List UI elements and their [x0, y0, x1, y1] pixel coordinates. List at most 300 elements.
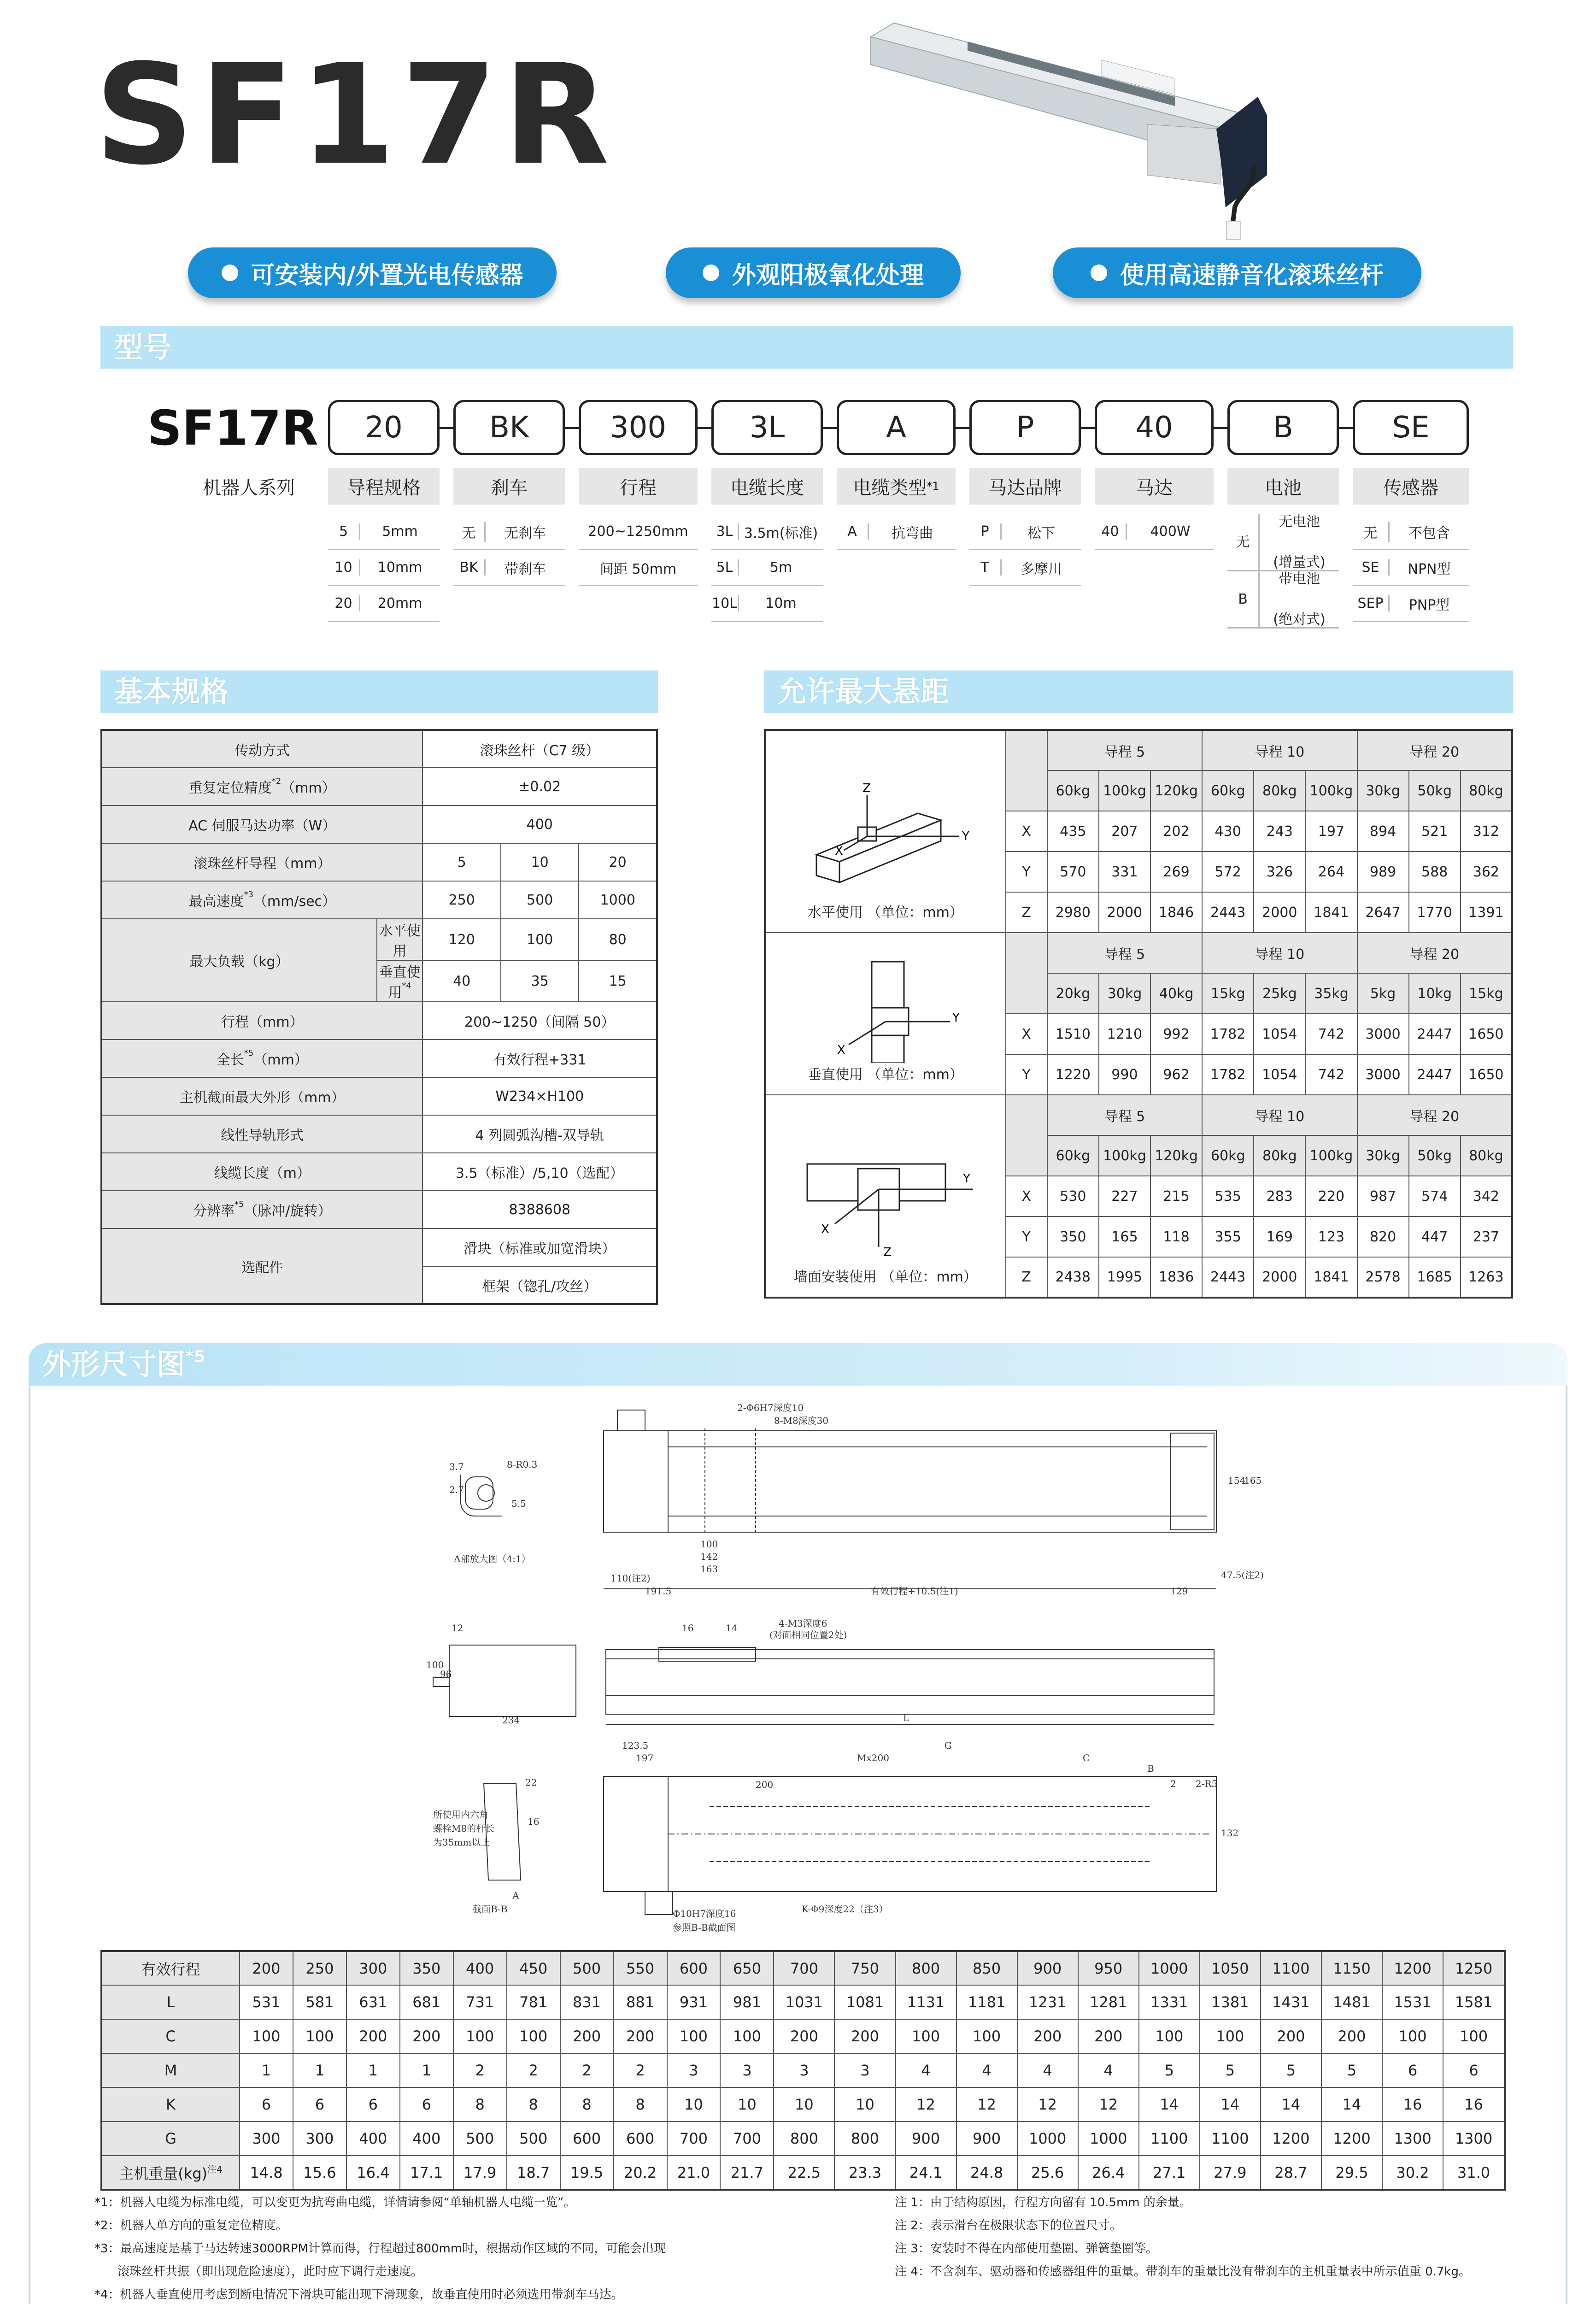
row-label: 选配件	[101, 1228, 422, 1304]
cell: 14	[1321, 2087, 1382, 2122]
cell: 22.5	[774, 2156, 834, 2190]
opt-desc: 无电池	[1279, 513, 1320, 530]
cell: 283	[1254, 1176, 1305, 1217]
code-dash	[565, 427, 579, 429]
cell: 535	[1202, 1176, 1254, 1217]
cell: 100	[507, 2019, 560, 2053]
cell: 900	[956, 2122, 1017, 2156]
cell: 1231	[1017, 1985, 1078, 2019]
cell: 31.0	[1443, 2156, 1505, 2190]
dim-label: 154	[1228, 1475, 1246, 1486]
cell: 3000	[1357, 1014, 1409, 1054]
load-header: 60kg	[1047, 1135, 1099, 1176]
cell: 12	[896, 2087, 956, 2122]
load-header: 35kg	[1305, 973, 1357, 1014]
cell: 1846	[1150, 892, 1202, 933]
table-row	[101, 919, 657, 960]
row-label: 最大负载（kg）	[101, 919, 377, 1002]
cell: 29.5	[1321, 2156, 1382, 2190]
code-lead: 20	[328, 400, 440, 455]
load-header: 80kg	[1461, 770, 1512, 811]
cell: 1650	[1461, 1054, 1512, 1095]
code-dash	[440, 427, 453, 429]
dim-label: 参照B-B截面图	[673, 1922, 736, 1933]
cell: 1281	[1078, 1985, 1139, 2019]
vertical-diagram	[789, 957, 982, 1063]
cell: 17.1	[400, 2156, 453, 2190]
table-row	[101, 805, 657, 843]
footnote: 滚珠丝杆共振（即出现危险速度），此时应下调行走速度。	[117, 2265, 423, 2279]
footnote-mark: *2	[271, 776, 282, 786]
opt-desc: 松下	[1027, 525, 1055, 541]
dim-label: C	[1083, 1752, 1090, 1763]
table-row	[101, 2019, 1505, 2053]
code-motor-brand: P	[969, 400, 1081, 455]
brake-options	[453, 514, 565, 586]
dim-label: 47.5(注2)	[1221, 1569, 1264, 1581]
cell: 5	[422, 843, 500, 881]
cell: 26.4	[1078, 2156, 1139, 2190]
footnote: *3：最高速度是基于马达转速3000RPM计算而得，行程超过800mm时，根据动作区域的不同，可能会出现	[94, 2242, 666, 2256]
opt-code: 40	[1095, 523, 1127, 540]
cell: 200	[1078, 2019, 1139, 2053]
dim-label: Mx200	[857, 1752, 889, 1763]
label-text: 重复定位精度	[188, 780, 272, 796]
cell: 1331	[1139, 1985, 1200, 2019]
cell: 5	[1200, 2053, 1261, 2087]
cell: 447	[1409, 1217, 1461, 1257]
table-row	[101, 1228, 657, 1266]
cell: 16	[1443, 2087, 1505, 2122]
cell: 200	[1321, 2019, 1382, 2053]
cell: 300	[293, 2122, 346, 2156]
cell: 800	[834, 2122, 895, 2156]
row-label: AC 伺服马达功率（W）	[101, 805, 422, 843]
cell: 8	[507, 2087, 560, 2122]
bullet-icon	[1091, 264, 1107, 281]
table-row	[101, 768, 657, 805]
svg-text:Y: Y	[952, 1011, 960, 1025]
lead-options	[328, 514, 440, 622]
column-header: 500	[560, 1951, 614, 1985]
outline-drawing	[405, 1401, 1308, 1945]
svg-text:X: X	[834, 844, 843, 858]
dim-label: 163	[700, 1563, 718, 1575]
opt-code: B	[1227, 571, 1260, 628]
footnote-mark: *1	[927, 480, 939, 493]
sub-label: 水平使用	[377, 919, 423, 960]
opt-desc: 不包含	[1408, 525, 1450, 541]
table-row	[101, 1153, 657, 1191]
motor-body	[1147, 124, 1221, 184]
cell: 631	[346, 1985, 400, 2019]
cell: 10	[774, 2087, 834, 2122]
section-bb	[433, 1777, 539, 1915]
cell: 1200	[1261, 2122, 1321, 2156]
footnote: 注 3：安装时不得在内部使用垫圈、弹簧垫圈等。	[895, 2242, 1158, 2256]
dim-label: L	[903, 1712, 909, 1723]
cell: 2000	[1099, 892, 1150, 933]
footnote: *1：机器人电缆为标准电缆，可以变更为抗弯曲电缆，详情请参阅“单轴机器人电缆一览”。	[94, 2196, 576, 2210]
column-header: 750	[834, 1951, 895, 1985]
cell: 12	[956, 2087, 1017, 2122]
dim-label: 234	[502, 1715, 520, 1726]
dim-label: B	[1147, 1763, 1154, 1774]
vertical-diagram-cell	[765, 933, 1006, 1095]
table-row	[765, 1095, 1512, 1135]
load-header: 30kg	[1099, 973, 1150, 1014]
row-label	[101, 2122, 240, 2156]
cell: 4	[896, 2053, 956, 2087]
sub-label	[377, 960, 423, 1002]
load-header: 15kg	[1202, 973, 1254, 1014]
opt-desc: PNP型	[1408, 597, 1450, 613]
label-text: M	[164, 2062, 177, 2079]
dim-label: 5.5	[511, 1498, 526, 1509]
cell: 227	[1099, 1176, 1150, 1217]
bottom-view	[604, 1740, 1238, 1933]
cell: 80	[579, 919, 657, 960]
cell: 100	[667, 2019, 721, 2053]
opt-code: A	[837, 523, 869, 540]
cell: 1100	[1200, 2122, 1261, 2156]
svg-text:Z: Z	[883, 1246, 892, 1259]
cell: 742	[1305, 1054, 1357, 1095]
cell: 781	[507, 1985, 560, 2019]
motor-options	[1095, 514, 1214, 550]
cell: 1131	[896, 1985, 956, 2019]
section-cantilever: 允许最大悬距	[764, 670, 1513, 713]
cell: 2438	[1047, 1257, 1099, 1298]
row-label: 线性导轨形式	[101, 1115, 422, 1153]
column-header: 700	[774, 1951, 834, 1985]
label-text: K	[166, 2096, 176, 2113]
battery-options	[1227, 514, 1339, 629]
column-header: 450	[507, 1951, 560, 1985]
opt-code: P	[969, 523, 1002, 540]
label-stroke: 行程	[579, 468, 698, 505]
cell: 1531	[1382, 1985, 1443, 2019]
load-header: 120kg	[1150, 770, 1202, 811]
cell: 滑块（标准或加宽滑块）	[422, 1228, 657, 1266]
cell: 100	[240, 2019, 293, 2053]
cell: 326	[1254, 852, 1305, 892]
dim-label: 有效行程+10.5(注1)	[871, 1586, 958, 1597]
dim-label: 96	[440, 1669, 452, 1680]
cell: 100	[956, 2019, 1017, 2053]
label-text: C	[165, 2028, 176, 2045]
cell: 430	[1202, 811, 1254, 852]
label-motor-brand: 马达品牌	[969, 468, 1081, 505]
table-row	[101, 2122, 1505, 2156]
lead-header: 导程 10	[1202, 730, 1357, 770]
footnotes-right	[895, 2191, 1540, 2283]
column-header: 200	[240, 1951, 293, 1985]
opt-code: BK	[453, 559, 486, 576]
cell: 197	[1305, 811, 1357, 852]
column-header: 600	[667, 1951, 721, 1985]
svg-text:Z: Z	[862, 782, 871, 795]
opt-desc: 间距 50mm	[579, 550, 698, 586]
cell: 700	[720, 2122, 774, 2156]
dim-label: 2.7	[449, 1484, 464, 1495]
opt-code: SE	[1353, 559, 1390, 576]
cantilever-table	[764, 729, 1513, 1299]
row-label: 行程（mm）	[101, 1002, 422, 1040]
cell: 2443	[1202, 892, 1254, 933]
cell: 435	[1047, 811, 1099, 852]
cell: 1995	[1099, 1257, 1150, 1298]
cell: 1770	[1409, 892, 1461, 933]
diagram-caption: 垂直使用 （单位：mm）	[807, 1067, 963, 1083]
dim-label: A部放大图（4:1）	[454, 1553, 531, 1564]
cell: 5	[1321, 2053, 1382, 2087]
dim-label: A	[512, 1890, 519, 1901]
cell: 2000	[1254, 1257, 1305, 1298]
dim-label: 2-R5	[1196, 1778, 1218, 1789]
cell: 169	[1254, 1217, 1305, 1257]
cell: 10	[667, 2087, 721, 2122]
cell: 264	[1305, 852, 1357, 892]
cell: 1100	[1139, 2122, 1200, 2156]
table-row	[101, 2087, 1505, 2122]
cell: 2443	[1202, 1257, 1254, 1298]
cell: 962	[1150, 1054, 1202, 1095]
row-label	[101, 2087, 240, 2122]
cell: 200~1250（间隔 50）	[422, 1002, 657, 1040]
code-dash	[1339, 427, 1353, 429]
feature-pill-anodize	[666, 247, 961, 298]
cell: 200	[834, 2019, 895, 2053]
column-header: 1100	[1261, 1951, 1321, 1985]
cell: 243	[1254, 811, 1305, 852]
code-brake: BK	[453, 400, 565, 455]
cell: 21.7	[720, 2156, 774, 2190]
label-text: 垂直使用	[379, 964, 421, 1001]
dim-label: 螺栓M8的杆长	[433, 1823, 495, 1834]
cell: 3	[720, 2053, 774, 2087]
cell: 331	[1099, 852, 1150, 892]
cell: 2980	[1047, 892, 1099, 933]
cell: 6	[1382, 2053, 1443, 2087]
opt-code: 3L	[711, 523, 739, 540]
footnote: 注 1：由于结构原因，行程方向留有 10.5mm 的余量。	[895, 2196, 1191, 2210]
axis-label: Y	[1006, 852, 1047, 892]
label-text: 电缆类型	[853, 477, 927, 499]
wall-diagram	[789, 1136, 982, 1265]
cell: 521	[1409, 811, 1461, 852]
row-label	[101, 1191, 422, 1228]
cell: 100	[293, 2019, 346, 2053]
cell: 1300	[1443, 2122, 1505, 2156]
cell: 27.1	[1139, 2156, 1200, 2190]
footnote-mark: *4	[402, 981, 411, 991]
cell: 2000	[1254, 892, 1305, 933]
cell: 2447	[1409, 1014, 1461, 1054]
cell: 1	[400, 2053, 453, 2087]
column-header: 950	[1078, 1951, 1139, 1985]
label-motor: 马达	[1095, 468, 1214, 505]
cell: 165	[1099, 1217, 1150, 1257]
column-header: 1000	[1139, 1951, 1200, 1985]
cell: 990	[1099, 1054, 1150, 1095]
code-sensor: SE	[1353, 400, 1469, 455]
lead-header: 导程 10	[1202, 933, 1357, 973]
load-header: 30kg	[1357, 1135, 1409, 1176]
cell: 900	[896, 2122, 956, 2156]
cell: 1581	[1443, 1985, 1505, 2019]
dim-label: 12	[452, 1622, 464, 1634]
cell: 600	[614, 2122, 667, 2156]
code-cable-length: 3L	[711, 400, 823, 455]
blank-cell	[1006, 933, 1047, 1014]
dim-label: 165	[1244, 1475, 1262, 1486]
dim-label: 截面B-B	[472, 1904, 508, 1915]
table-row	[101, 1115, 657, 1153]
cell: 2	[453, 2053, 507, 2087]
table-row	[101, 881, 657, 919]
cell: 3	[774, 2053, 834, 2087]
opt-code: 无	[1353, 522, 1390, 542]
lead-header: 导程 20	[1357, 1095, 1513, 1135]
dim-label: 100	[426, 1659, 444, 1670]
cell: 8	[453, 2087, 507, 2122]
cell: 14	[1200, 2087, 1261, 2122]
bullet-icon	[703, 264, 719, 281]
dim-label: 197	[636, 1752, 654, 1763]
load-header: 80kg	[1461, 1135, 1512, 1176]
dim-label: 22	[525, 1777, 537, 1788]
cell: 100	[1382, 2019, 1443, 2053]
label-text: 全长	[216, 1052, 244, 1068]
unit-text: （mm/sec）	[253, 893, 336, 910]
table-row	[101, 1985, 1505, 2019]
cell: 894	[1357, 811, 1409, 852]
cell: 574	[1409, 1176, 1461, 1217]
table-row	[765, 933, 1512, 973]
cell: 681	[400, 1985, 453, 2019]
feature-pill-ballscrew	[1053, 247, 1421, 298]
opt-desc: 3.5m(标准)	[744, 525, 818, 541]
cell: 100	[896, 2019, 956, 2053]
cell: 572	[1202, 852, 1254, 892]
stroke-options	[579, 514, 698, 586]
diagram-caption: 墙面安装使用 （单位：mm）	[793, 1269, 977, 1285]
table-row	[101, 1002, 657, 1040]
dim-label: G	[945, 1740, 952, 1751]
cell: 987	[1357, 1176, 1409, 1217]
load-header: 5kg	[1357, 973, 1409, 1014]
cell: 框架（锪孔/攻丝）	[422, 1266, 657, 1304]
label-series: 机器人系列	[203, 477, 295, 499]
cell: 15	[579, 960, 657, 1002]
section-outline	[29, 1343, 1567, 1386]
opt-desc: 10mm	[377, 559, 422, 576]
cell: 8388608	[422, 1191, 657, 1228]
code-cable-type: A	[837, 400, 956, 455]
cell: 17.9	[453, 2156, 507, 2190]
cell: 202	[1150, 811, 1202, 852]
feature-text: 外观阳极氧化处理	[732, 261, 924, 289]
top-view	[604, 1402, 1264, 1597]
table-row	[101, 2053, 1505, 2087]
svg-text:Y: Y	[962, 1172, 970, 1186]
code-dash	[956, 427, 969, 429]
cell: 1431	[1261, 1985, 1321, 2019]
lead-header: 导程 20	[1357, 730, 1513, 770]
cell: 4	[1078, 2053, 1139, 2087]
dimension-table	[100, 1950, 1506, 2191]
code-dash	[1081, 427, 1095, 429]
cell: 12	[1017, 2087, 1078, 2122]
cell: 1054	[1254, 1014, 1305, 1054]
cell: 15.6	[293, 2156, 346, 2190]
horizontal-diagram	[789, 776, 982, 901]
cell: 14.8	[240, 2156, 293, 2190]
load-header: 60kg	[1202, 1135, 1254, 1176]
column-header: 650	[720, 1951, 774, 1985]
table-row	[101, 2156, 1505, 2190]
cell: 5	[1261, 2053, 1321, 2087]
cell: 1782	[1202, 1014, 1254, 1054]
row-label	[101, 1985, 240, 2019]
cell: 1381	[1200, 1985, 1261, 2019]
cell: 2647	[1357, 892, 1409, 933]
load-header: 50kg	[1409, 1135, 1461, 1176]
label-text: 最高速度	[188, 893, 244, 910]
unit-text: （mm）	[281, 780, 336, 796]
cell: 1650	[1461, 1014, 1512, 1054]
cell: 1782	[1202, 1054, 1254, 1095]
table-header-row	[101, 1951, 1505, 1985]
column-header: 1050	[1200, 1951, 1261, 1985]
axis-label: Z	[1006, 892, 1047, 933]
dim-label: 123.5	[622, 1740, 649, 1751]
cell: 1841	[1305, 892, 1357, 933]
cell: 3.5（标准）/5,10（选配）	[422, 1153, 657, 1191]
cell: 12	[1078, 2087, 1139, 2122]
opt-desc: 带电池	[1279, 570, 1320, 587]
cell: 237	[1461, 1217, 1512, 1257]
cell: 1391	[1461, 892, 1512, 933]
cell: 6	[293, 2087, 346, 2122]
opt-desc: 10m	[765, 595, 797, 611]
column-header: 900	[1017, 1951, 1078, 1985]
lead-header: 导程 5	[1047, 933, 1202, 973]
cell: 100	[453, 2019, 507, 2053]
cell: 1081	[834, 1985, 895, 2019]
axis-label: Y	[1006, 1054, 1047, 1095]
row-label	[101, 881, 422, 919]
cell: 4	[956, 2053, 1017, 2087]
sensor-options	[1353, 514, 1469, 622]
cell: 500	[507, 2122, 560, 2156]
cell: 200	[1261, 2019, 1321, 2053]
cell: 2	[507, 2053, 560, 2087]
load-header: 10kg	[1409, 973, 1461, 1014]
cell: 100	[1200, 2019, 1261, 2053]
cell: 100	[501, 919, 579, 960]
opt-code: 5L	[711, 559, 739, 576]
cell: 21.0	[667, 2156, 721, 2190]
cell: 820	[1357, 1217, 1409, 1257]
cell: 992	[1150, 1014, 1202, 1054]
column-header: 1250	[1443, 1951, 1505, 1985]
cell: 118	[1150, 1217, 1202, 1257]
cell: 1031	[774, 1985, 834, 2019]
code-motor: 40	[1095, 400, 1214, 455]
axis-label: Z	[1006, 1257, 1047, 1298]
